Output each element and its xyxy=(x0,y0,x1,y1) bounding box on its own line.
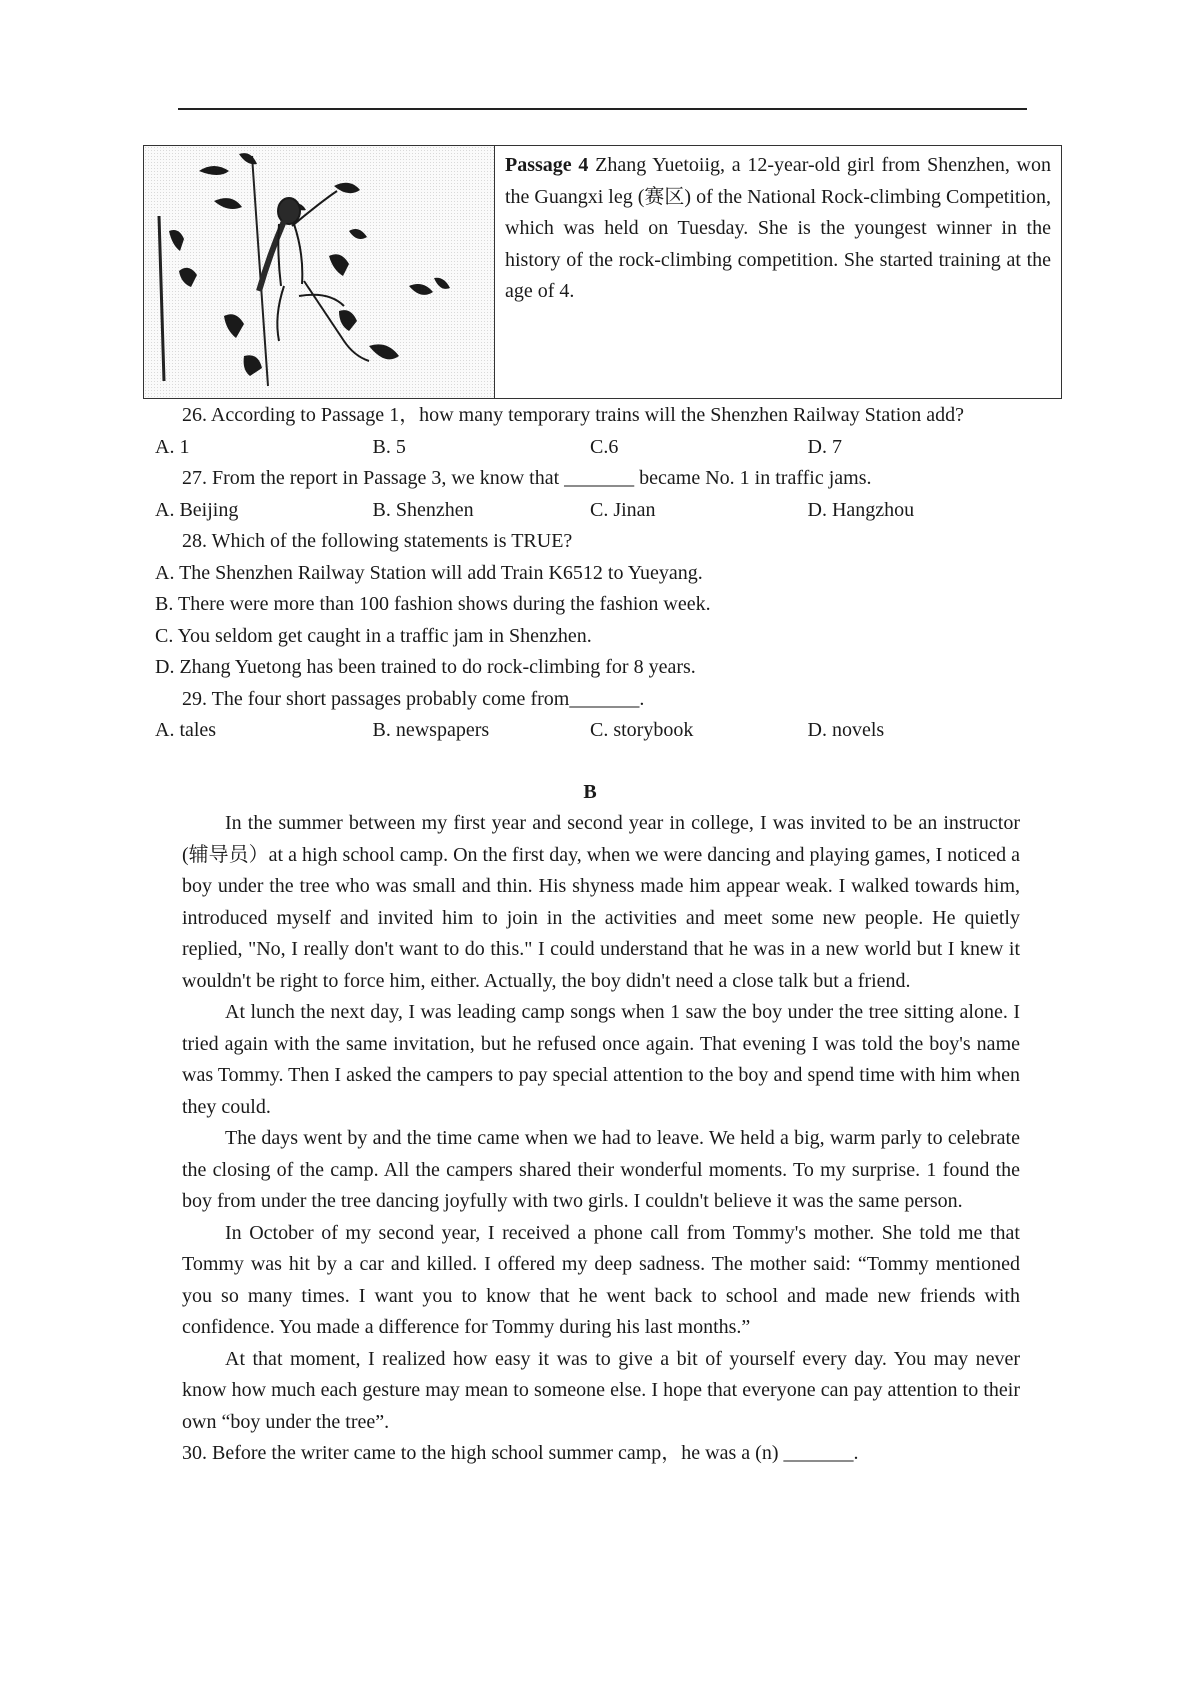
question-29-stem: 29. The four short passages probably come from_______. xyxy=(182,687,645,710)
rock-climber-drawing xyxy=(144,146,495,398)
question-26-options xyxy=(155,432,1025,464)
option-d: D. 7 xyxy=(807,435,842,458)
question-26-stem: 26. According to Passage 1，how many temporary trains will the Shenzhen Railway Station add? xyxy=(182,404,965,426)
option-c: C.6 xyxy=(590,435,619,458)
option-b: B. newspapers xyxy=(372,719,490,741)
section-b-article xyxy=(155,808,1020,1438)
question-29-options xyxy=(155,715,1025,747)
option-d: D. novels xyxy=(807,719,885,741)
question-content xyxy=(155,400,1025,1470)
paragraph: The days went by and the time came when we had to leave. We held a big, warm parly to celebrate the closing of the camp. All the campers shared their wonderful moments. To my surprise. 1 found the boy from under the tree dancing joyfully with two girls. I couldn't believe it was the same person. xyxy=(182,1127,1020,1212)
option-a: A. The Shenzhen Railway Station will add Train K6512 to Yueyang. xyxy=(155,561,703,584)
passage-4-body: Zhang Yuetoiig, a 12-year-old girl from Shenzhen, won the Guangxi leg (赛区) of the National Rock-climbing Competition, which was held on Tuesday. She is the youngest winner in the history of the rock-climbing competition. She started training at the age of 4. xyxy=(505,154,1052,302)
option-b: B. Shenzhen xyxy=(372,498,474,521)
question-27-options xyxy=(155,495,1025,527)
option-a: A. Beijing xyxy=(155,498,239,521)
option-a: A. tales xyxy=(155,719,217,741)
passage-4-label: Passage 4 xyxy=(505,154,589,176)
section-b-title: B xyxy=(583,780,597,803)
paragraph: In October of my second year, I received a phone call from Tommy's mother. She told me that Tommy was hit by a car and killed. I offered my deep sadness. The mother said: “Tommy mentioned you so many times. I want you to know that he went back to school and made new friends with confidence. You made a difference for Tommy during his last months.” xyxy=(182,1221,1020,1338)
question-30-stem: 30. Before the writer came to the high school summer camp，he was a (n) _______. xyxy=(182,1442,859,1464)
option-b: B. 5 xyxy=(372,435,406,458)
rock-climber-illustration xyxy=(144,146,495,398)
option-a: A. 1 xyxy=(155,435,190,458)
header-rule xyxy=(178,108,1027,110)
passage-4-table xyxy=(143,145,1062,399)
option-d: D. Zhang Yuetong has been trained to do rock-climbing for 8 years. xyxy=(155,656,696,678)
paragraph: At that moment, I realized how easy it was to give a bit of yourself every day. You may never know how much each gesture may mean to someone else. I hope that everyone can pay attention to their own “boy under the tree”. xyxy=(182,1347,1020,1433)
question-28-stem: 28. Which of the following statements is TRUE? xyxy=(182,530,573,552)
passage-4-text xyxy=(495,146,1061,398)
option-b: B. There were more than 100 fashion shows during the fashion week. xyxy=(155,593,711,615)
paragraph: In the summer between my first year and second year in college, I was invited to be an instructor (辅导员）at a high school camp. On the first day, when we were dancing and playing games, I noticed a boy under the tree who was small and thin. His shyness made him appear weak. I walked towards him, introduced myself and invited him to join in the activities and meet some new people. He quietly replied, "No, I really don't want to do this." I could understand that he was in a new world but I knew it wouldn't be right to force him, either. Actually, the boy didn't need a close talk but a friend. xyxy=(182,812,1020,992)
question-27-stem: 27. From the report in Passage 3, we know that _______ became No. 1 in traffic jams. xyxy=(182,467,872,489)
option-d: D. Hangzhou xyxy=(807,498,915,521)
option-c: C. Jinan xyxy=(590,498,656,521)
paragraph: At lunch the next day, I was leading camp songs when 1 saw the boy under the tree sitting alone. I tried again with the same invitation, but he refused once again. That evening I was told the boy's name was Tommy. Then I asked the campers to pay special attention to the boy and spend time with him when they could. xyxy=(182,1001,1020,1118)
option-c: C. storybook xyxy=(590,719,694,741)
option-c: C. You seldom get caught in a traffic jam in Shenzhen. xyxy=(155,624,592,647)
